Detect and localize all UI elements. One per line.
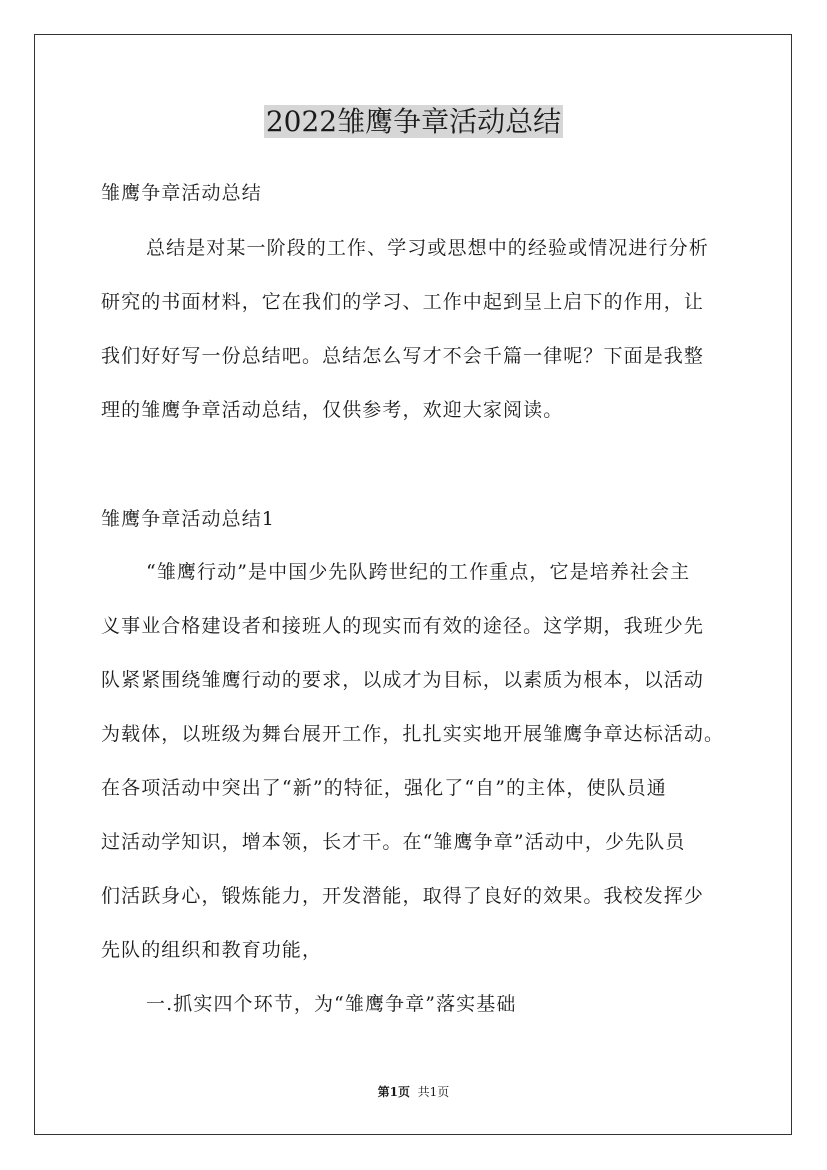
intro-line: 总结是对某一阶段的工作、学习或思想中的经验或情况进行分析: [146, 237, 709, 259]
document-title-text: 2022雏鹰争章活动总结: [265, 105, 562, 138]
section-line: 先队的组织和教育功能，: [101, 939, 323, 961]
section-line: 在各项活动中突出了“新”的特征，强化了“自”的主体，使队员通: [101, 777, 667, 799]
section-line: 过活动学知识，增本领，长才干。在“雏鹰争章”活动中，少先队员: [101, 831, 686, 853]
section-subheading: 一.抓实四个环节，为“雏鹰争章”落实基础: [146, 993, 517, 1015]
section-line: “雏鹰行动”是中国少先队跨世纪的工作重点，它是培养社会主: [146, 561, 691, 583]
section-line: 队紧紧围绕雏鹰行动的要求，以成才为目标，以素质为根本，以活动: [101, 669, 705, 691]
section-heading: 雏鹰争章活动总结1: [101, 508, 275, 530]
section-line: 义事业合格建设者和接班人的现实而有效的途径。这学期，我班少先: [101, 615, 705, 637]
intro-line: 理的雏鹰争章活动总结，仅供参考，欢迎大家阅读。: [101, 399, 564, 421]
document-subtitle: 雏鹰争章活动总结: [101, 182, 262, 204]
section-line: 们活跃身心，锻炼能力，开发潜能，取得了良好的效果。我校发挥少: [101, 885, 705, 907]
intro-line: 研究的书面材料，它在我们的学习、工作中起到呈上启下的作用，让: [101, 291, 705, 313]
page-footer: [0, 1082, 827, 1102]
intro-line: 我们好好写一份总结吧。总结怎么写才不会千篇一律呢？下面是我整: [101, 345, 705, 367]
document-title: [0, 100, 827, 144]
section-line: 为载体，以班级为舞台展开工作，扎扎实实地开展雏鹰争章达标活动。: [101, 723, 725, 745]
page-total: 共1页: [417, 1085, 450, 1099]
page-number: 第1页: [377, 1085, 411, 1099]
